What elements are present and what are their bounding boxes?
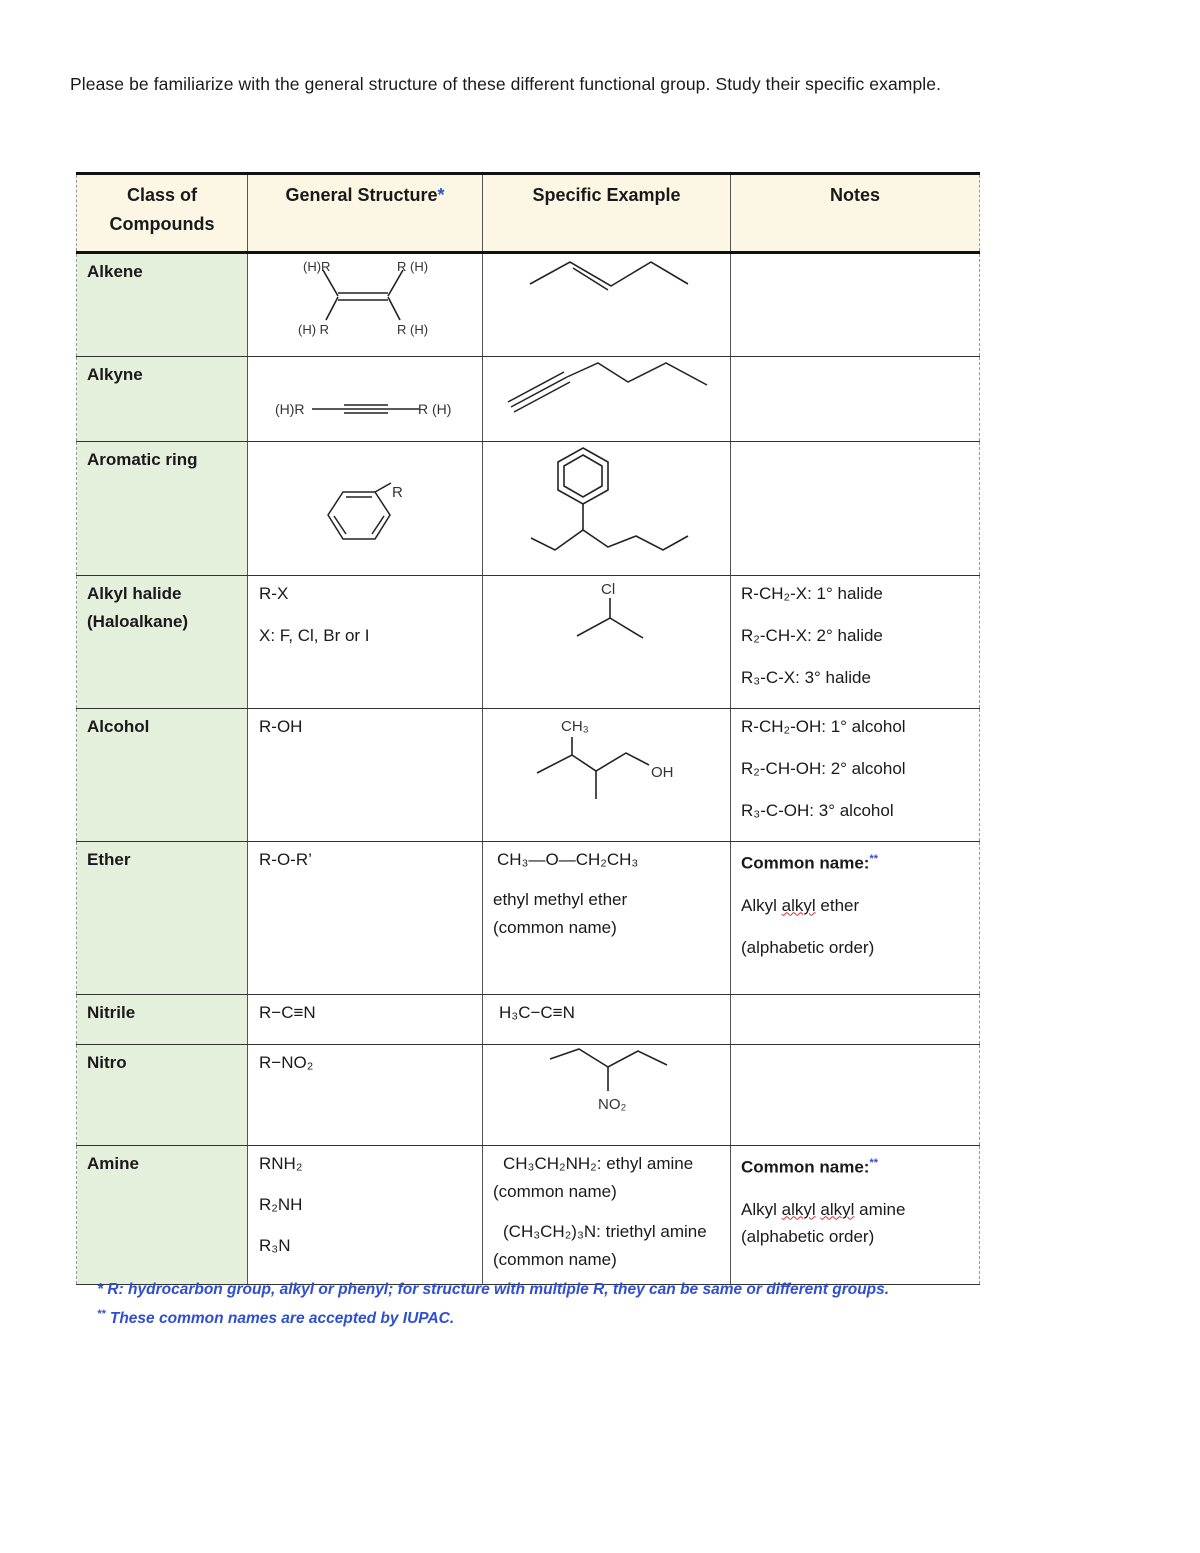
alcohol-example-skeletal <box>483 709 730 838</box>
example-cell-alcohol <box>483 709 731 842</box>
gs-cell-ether: R-O-R’ <box>248 842 483 995</box>
notes-cell-alkene <box>731 253 980 357</box>
header-general-structure: General Structure* <box>248 174 483 253</box>
svg-text:(H)R: (H)R <box>275 401 305 417</box>
example-cell-nitro <box>483 1045 731 1146</box>
header-notes: Notes <box>731 174 980 253</box>
svg-text:CH₃: CH₃ <box>561 718 589 735</box>
notes-cell-nitrile <box>731 995 980 1045</box>
example-cell-halide <box>483 576 731 709</box>
notes-cell-alkyne <box>731 357 980 442</box>
intro-text: Please be familiarize with the general structure of these different functional group. Study their specific example. <box>70 74 942 94</box>
class-cell-ether: Ether <box>77 842 248 995</box>
table-row-alkyne <box>77 357 980 442</box>
class-cell-amine: Amine <box>77 1146 248 1285</box>
example-cell-ether: CH₃—O—CH₂CH₃ ethyl methyl ether (common name) <box>483 842 731 995</box>
class-cell-nitro: Nitro <box>77 1045 248 1146</box>
alkene-example-skeletal <box>483 254 730 356</box>
class-cell-alcohol: Alcohol <box>77 709 248 842</box>
class-cell-aromatic: Aromatic ring <box>77 442 248 576</box>
alkyne-general-structure <box>248 357 482 440</box>
example-cell-alkene <box>483 253 731 357</box>
table-row-amine <box>77 1146 980 1285</box>
class-cell-alkyne: Alkyne <box>77 357 248 442</box>
footnote-2: ** These common names are accepted by IUPAC. <box>97 1308 455 1328</box>
svg-text:Cl: Cl <box>601 581 616 598</box>
svg-text:(H)R: (H)R <box>303 259 331 274</box>
table-row-alkene <box>77 253 980 357</box>
table-header-row <box>77 174 980 253</box>
class-cell-nitrile: Nitrile <box>77 995 248 1045</box>
notes-cell-halide: R-CH₂-X: 1° halide R₂-CH-X: 2° halide R₃-C-X: 3° halide <box>731 576 980 709</box>
svg-text:(H) R: (H) R <box>298 322 330 337</box>
notes-cell-alcohol: R-CH₂-OH: 1° alcohol R₂-CH-OH: 2° alcohol R₃-C-OH: 3° alcohol <box>731 709 980 842</box>
alkyne-example-skeletal <box>483 357 730 440</box>
class-cell-halide: Alkyl halide (Haloalkane) <box>77 576 248 709</box>
svg-text:R (H): R (H) <box>397 259 429 274</box>
aromatic-general-structure <box>248 442 482 574</box>
svg-text:NO₂: NO₂ <box>598 1096 627 1113</box>
gs-cell-alkene <box>248 253 483 357</box>
svg-text:R: R <box>392 484 403 501</box>
table-row-aromatic <box>77 442 980 576</box>
table-row-nitrile <box>77 995 980 1045</box>
table-row-halide <box>77 576 980 709</box>
alkene-general-structure <box>248 254 482 356</box>
gs-cell-aromatic <box>248 442 483 576</box>
gs-cell-nitro: R−NO₂ <box>248 1045 483 1146</box>
svg-text:R (H): R (H) <box>418 401 452 417</box>
gs-cell-alkyne <box>248 357 483 442</box>
example-cell-nitrile: H₃C−C≡N <box>483 995 731 1045</box>
notes-cell-amine: Common name:** Alkyl alkyl alkyl amine (alphabetic order) <box>731 1146 980 1285</box>
table-row-alcohol <box>77 709 980 842</box>
gs-cell-amine: RNH₂ R₂NH R₃N <box>248 1146 483 1285</box>
class-cell-alkene: Alkene <box>77 253 248 357</box>
table-row-nitro <box>77 1045 980 1146</box>
notes-cell-ether: Common name:** Alkyl alkyl ether (alphabetic order) <box>731 842 980 995</box>
svg-text:R (H): R (H) <box>397 322 429 337</box>
functional-group-table <box>76 172 980 1285</box>
aromatic-example-skeletal <box>483 442 730 574</box>
header-class: Class of Compounds <box>77 174 248 253</box>
nitro-example-skeletal <box>483 1045 730 1144</box>
example-cell-alkyne <box>483 357 731 442</box>
table-row-ether <box>77 842 980 995</box>
halide-example-skeletal <box>483 576 730 703</box>
example-cell-aromatic <box>483 442 731 576</box>
notes-cell-aromatic <box>731 442 980 576</box>
gs-cell-nitrile: R−C≡N <box>248 995 483 1045</box>
header-specific-example: Specific Example <box>483 174 731 253</box>
footnote-1: * R: hydrocarbon group, alkyl or phenyl; for structure with multiple R, they can be same or different groups. <box>97 1281 890 1298</box>
notes-cell-nitro <box>731 1045 980 1146</box>
gs-cell-alcohol: R-OH <box>248 709 483 842</box>
example-cell-amine: CH₃CH₂NH₂: ethyl amine (common name) (CH₃CH₂)₃N: triethyl amine (common name) <box>483 1146 731 1285</box>
gs-cell-halide: R-X X: F, Cl, Br or I <box>248 576 483 709</box>
svg-text:OH: OH <box>651 764 674 781</box>
